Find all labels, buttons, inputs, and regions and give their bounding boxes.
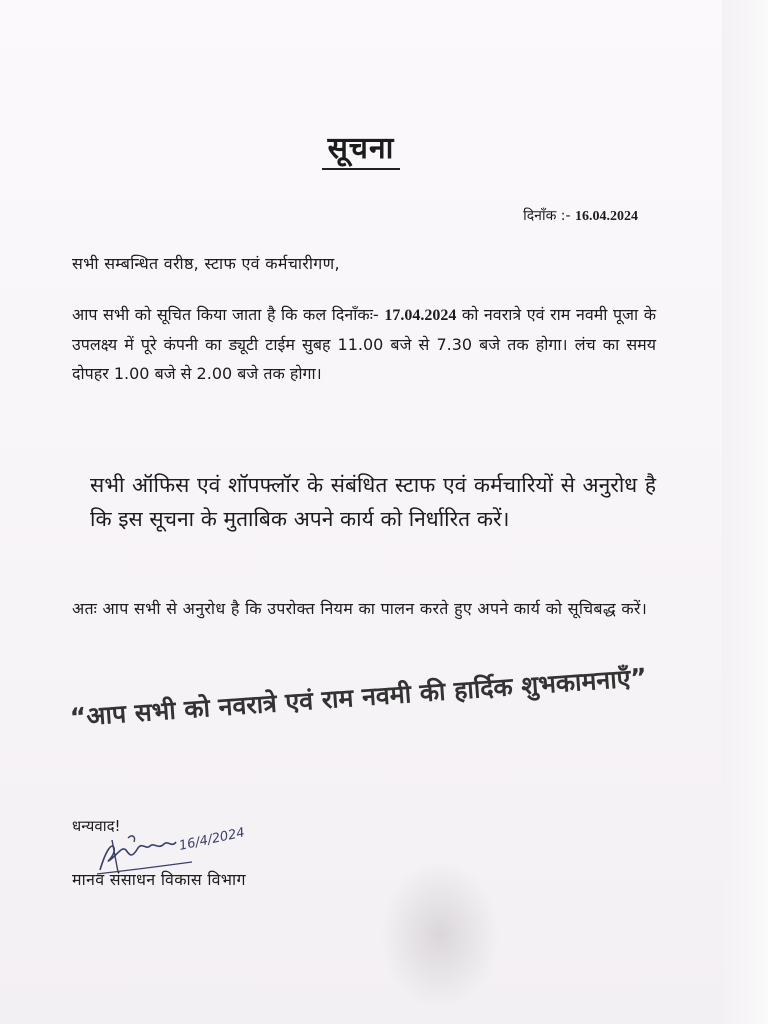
para1-text-a: आप सभी को सूचित किया जाता है कि कल दिनाँकः- bbox=[72, 305, 379, 324]
paper-edge bbox=[722, 0, 768, 1024]
notice-title-text: सूचना bbox=[322, 131, 401, 170]
notice-title bbox=[0, 126, 722, 167]
date-value: 16.04.2024 bbox=[575, 209, 638, 224]
para1-text-b: को नवरात्रे एवं राम नवमी पूजा के उपलक्ष्य में पूरे कंपनी का ड्यूटी टाईम सुबह 11.00 बजे से 7.30 बजे तक होगा। लंच का समय दोपहर 1.00 बजे से 2.00 बजे तक होगा। bbox=[72, 305, 657, 383]
paragraph-timing bbox=[72, 300, 656, 388]
salutation: सभी सम्बन्धित वरीष्ठ, स्टाफ एवं कर्मचारीगण, bbox=[72, 254, 340, 273]
paragraph-compliance: अतः आप सभी से अनुरोध है कि उपरोक्त नियम का पालन करते हुए अपने कार्य को सूचिबद्ध करें। bbox=[72, 599, 648, 618]
para1-date: 17.04.2024 bbox=[384, 307, 457, 324]
scan-smudge bbox=[380, 860, 500, 1010]
signature-date: 16/4/2024 bbox=[177, 825, 247, 854]
festival-greeting: “आप सभी को नवरात्रे एवं राम नवमी की हार्दिक शुभकामनाएँ” bbox=[69, 662, 648, 732]
paragraph-request: सभी ऑफिस एवं शॉपफ्लॉर के संबंधित स्टाफ एवं कर्मचारियों से अनुरोध है कि इस सूचना के मुताबिक अपने कार्य को निर्धारित करें। bbox=[90, 473, 656, 531]
department-name: मानव संसाधन विकास विभाग bbox=[72, 870, 246, 889]
thanks-text: धन्यवाद! bbox=[72, 817, 121, 835]
notice-date bbox=[523, 206, 638, 225]
date-label: दिनाँक :- bbox=[523, 208, 571, 224]
